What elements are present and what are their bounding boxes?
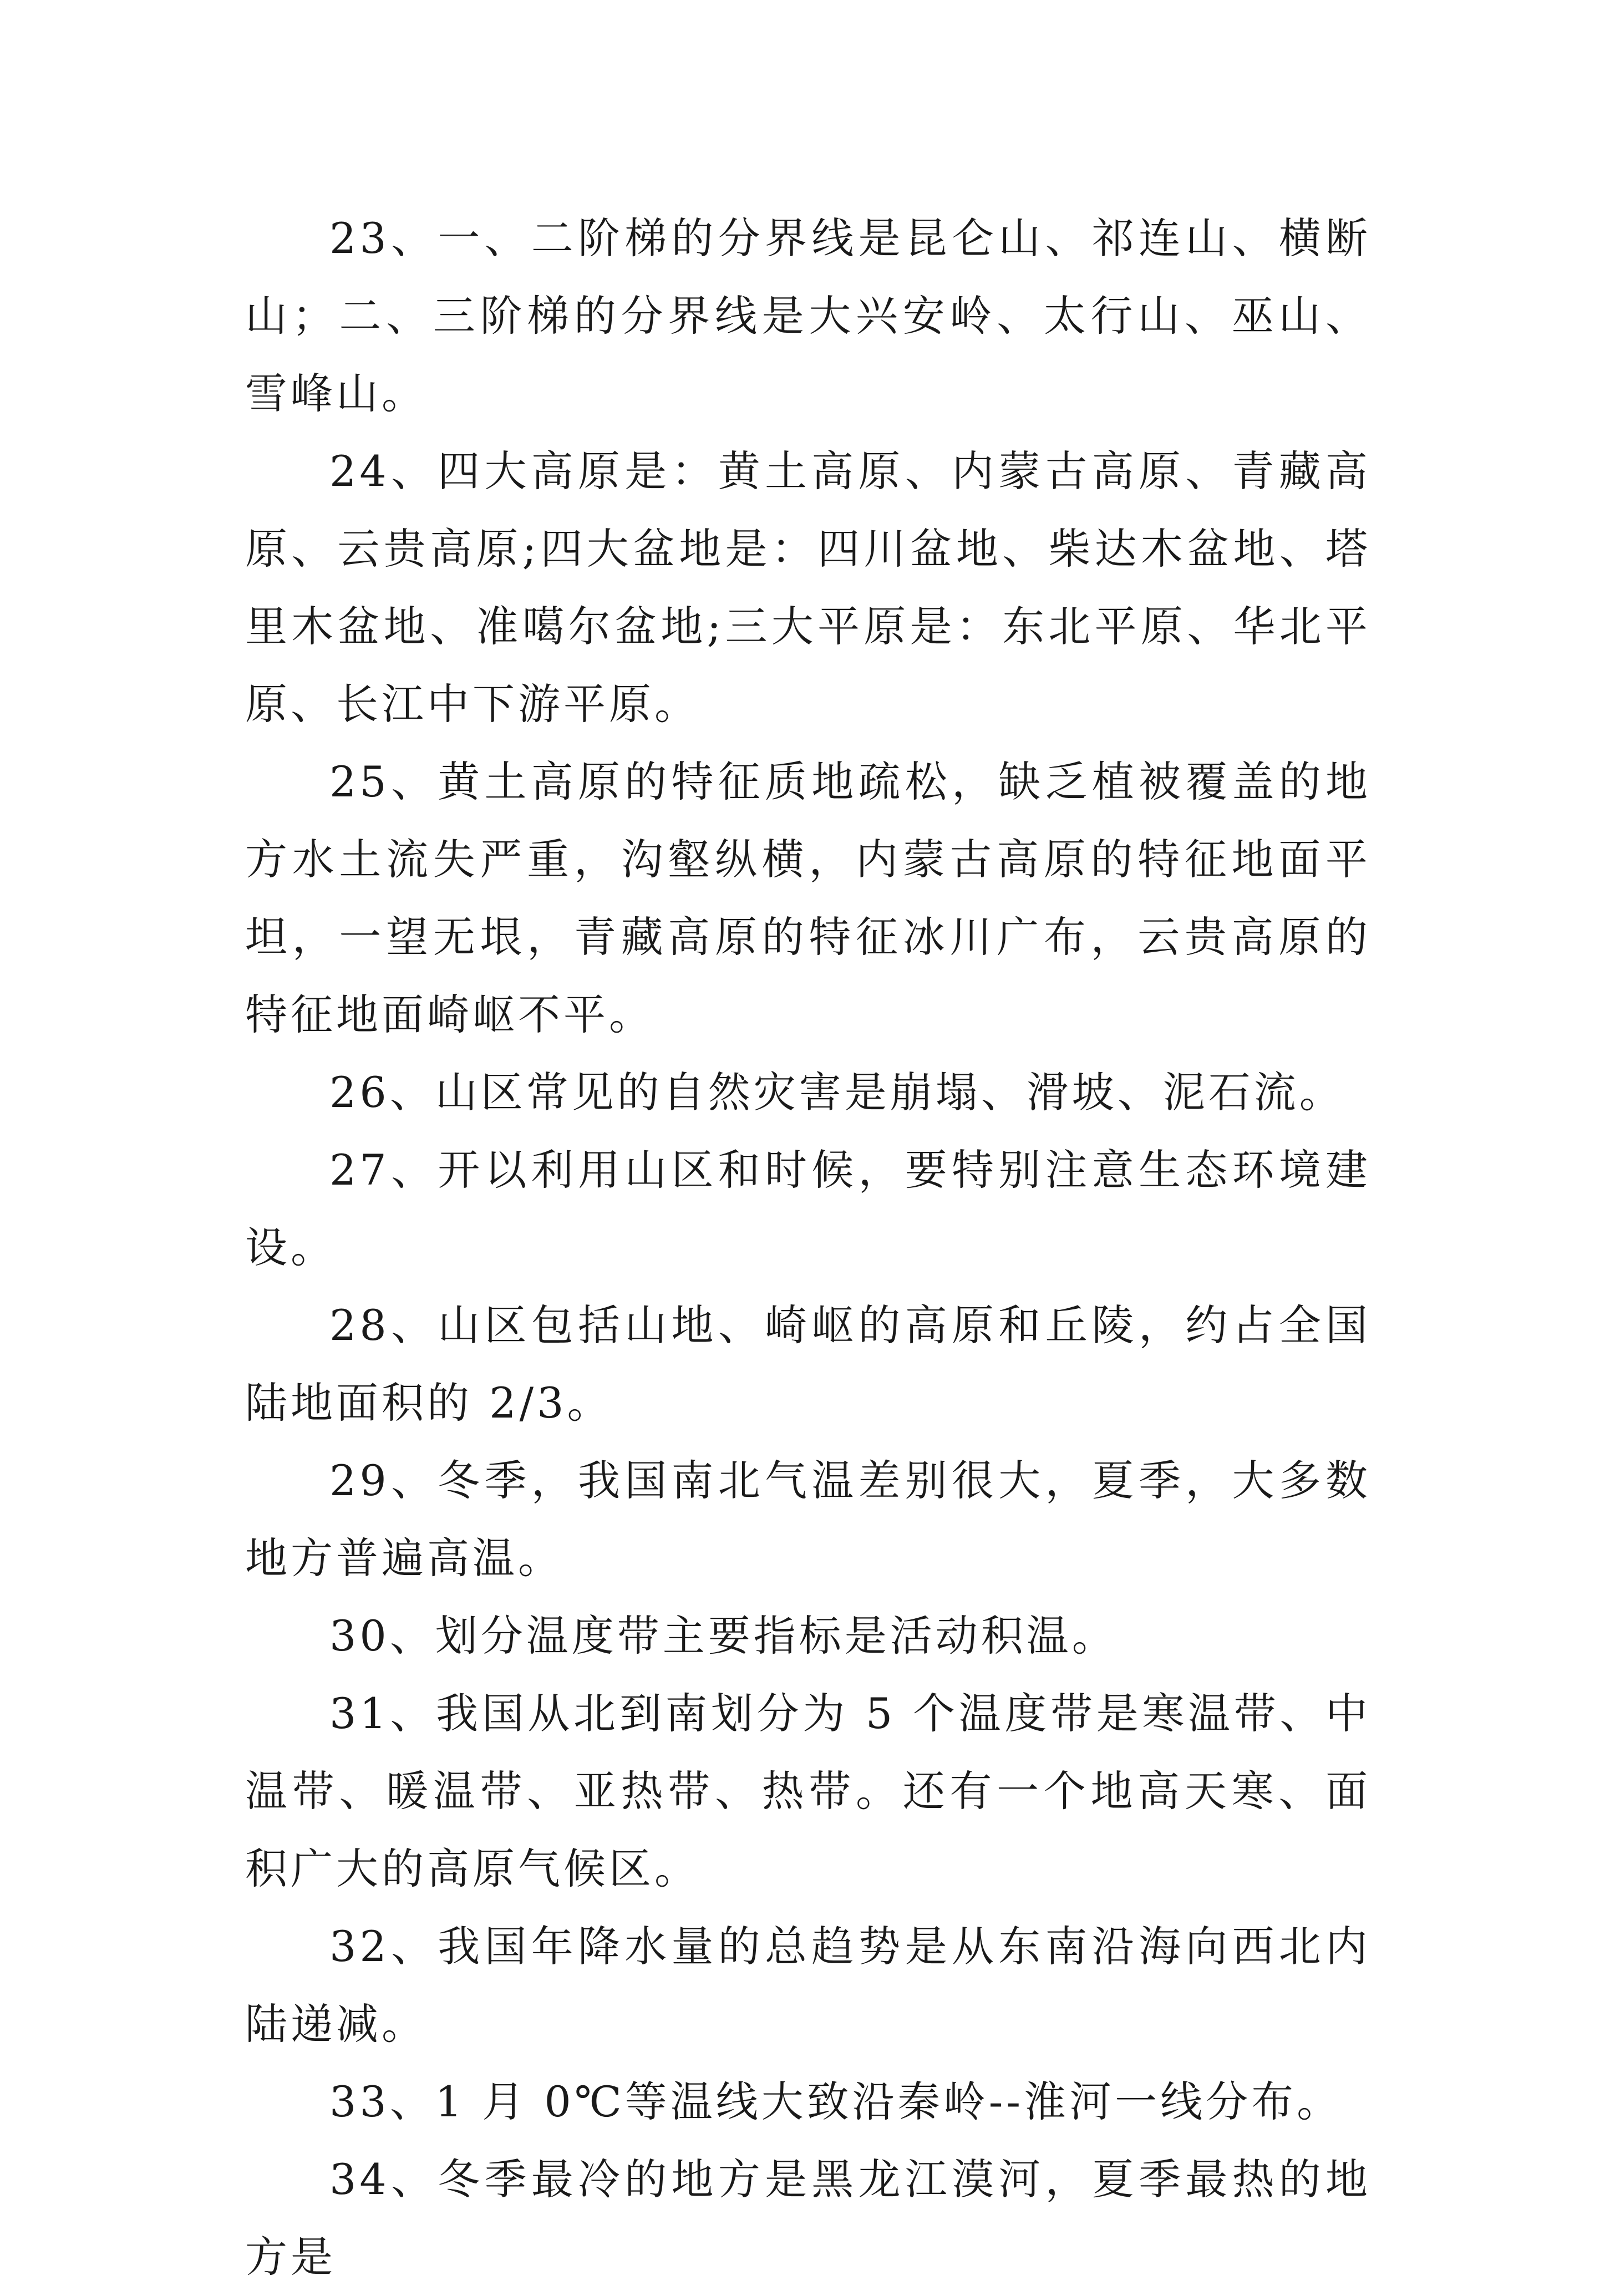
paragraph-23: 23、一、二阶梯的分界线是昆仑山、祁连山、横断山；二、三阶梯的分界线是大兴安岭、太行山、巫山、雪峰山。 xyxy=(245,214,1371,418)
paragraph-30: 30、划分温度带主要指标是活动积温。 xyxy=(329,1611,1118,1660)
paragraph-33: 33、1 月 0℃等温线大致沿秦岭--淮河一线分布。 xyxy=(329,2077,1343,2126)
paragraph-34: 34、冬季最冷的地方是黑龙江漠河，夏季最热的地方是 xyxy=(245,2155,1371,2282)
paragraph-26: 26、山区常见的自然灾害是崩塌、滑坡、泥石流。 xyxy=(329,1068,1345,1117)
paragraph-27: 27、开以利用山区和时候，要特别注意生态环境建设。 xyxy=(245,1145,1371,1272)
paragraph-32: 32、我国年降水量的总趋势是从东南沿海向西北内陆递减。 xyxy=(245,1922,1371,2049)
paragraph-28: 28、山区包括山地、崎岖的高原和丘陵，约占全国陆地面积的 2/3。 xyxy=(245,1301,1371,1428)
document-body xyxy=(245,200,1371,2296)
paragraph-24: 24、四大高原是：黄土高原、内蒙古高原、青藏高原、云贵高原;四大盆地是：四川盆地、柴达木盆地、塔里木盆地、准噶尔盆地;三大平原是：东北平原、华北平原、长江中下游平原。 xyxy=(245,446,1371,729)
paragraph-25: 25、黄土高原的特征质地疏松，缺乏植被覆盖的地方水土流失严重，沟壑纵横，内蒙古高原的特征地面平坦，一望无垠，青藏高原的特征冰川广布，云贵高原的特征地面崎岖不平。 xyxy=(245,757,1371,1039)
paragraph-31: 31、我国从北到南划分为 5 个温度带是寒温带、中温带、暖温带、亚热带、热带。还有一个地高天寒、面积广大的高原气候区。 xyxy=(245,1689,1371,1893)
paragraph-29: 29、冬季，我国南北气温差别很大，夏季，大多数地方普遍高温。 xyxy=(245,1456,1371,1583)
